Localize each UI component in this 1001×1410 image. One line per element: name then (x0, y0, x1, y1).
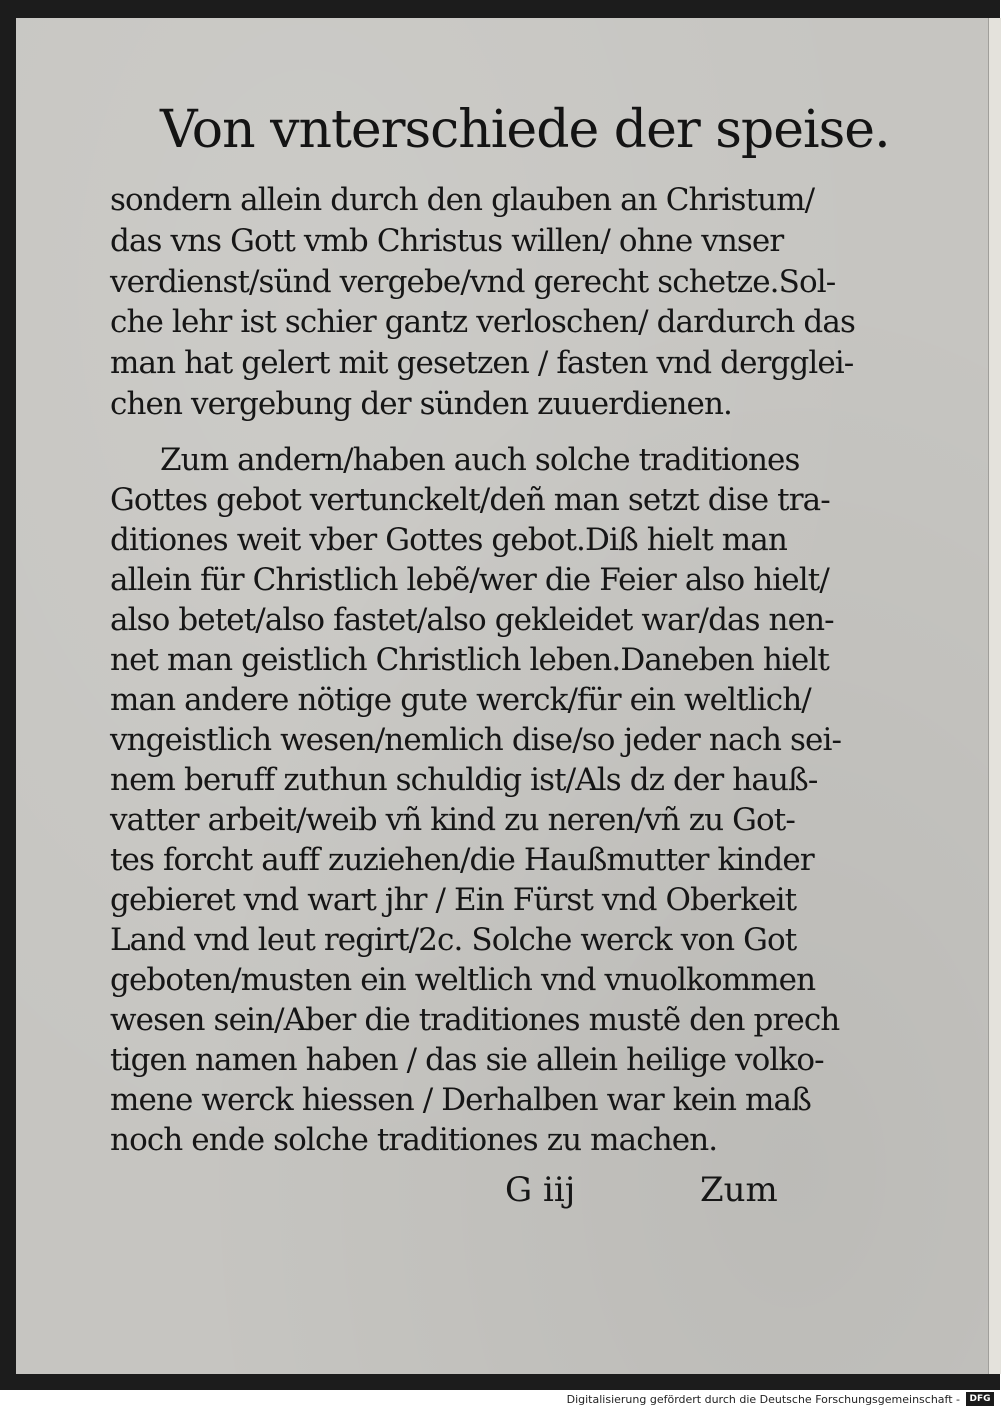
text-line-21: wesen sein/Aber die traditiones mustẽ den prech (110, 1002, 840, 1038)
text-line-1: sondern allein durch den glauben an Christum/ (110, 182, 815, 218)
text-line-15: nem beruff zuthun schuldig ist/Als dz der hauß- (110, 762, 818, 798)
dfg-logo: DFG (966, 1392, 994, 1406)
text-line-12: net man geistlich Christlich leben.Daneben hielt (110, 642, 829, 678)
text-line-8: Gottes gebot vertunckelt/deñ man setzt dise tra- (110, 482, 830, 518)
footer-credit-bar (0, 1390, 1000, 1410)
text-line-23: mene werck hiessen / Derhalben war kein maß (110, 1082, 811, 1118)
text-line-18: gebieret vnd wart jhr / Ein Fürst vnd Oberkeit (110, 882, 797, 918)
page-heading: Von vnterschiede der speise. (160, 100, 890, 160)
text-line-13: man andere nötige gute werck/für ein weltlich/ (110, 682, 811, 718)
text-line-24: noch ende solche traditiones zu machen. (110, 1122, 718, 1158)
text-line-16: vatter arbeit/weib vñ kind zu neren/vñ zu Got- (110, 802, 795, 838)
text-line-11: also betet/also fastet/also gekleidet war/das nen- (110, 602, 834, 638)
text-line-19: Land vnd leut regirt/2c. Solche werck von Got (110, 922, 797, 958)
text-line-2: das vns Gott vmb Christus willen/ ohne vnser (110, 223, 784, 259)
page-edge (988, 18, 1001, 1374)
text-line-14: vngeistlich wesen/nemlich dise/so jeder nach sei- (110, 722, 842, 758)
text-line-17: tes forcht auff zuziehen/die Haußmutter kinder (110, 842, 814, 878)
text-line-4: che lehr ist schier gantz verloschen/ dardurch das (110, 304, 855, 340)
text-line-6: chen vergebung der sünden zuuerdienen. (110, 386, 733, 422)
text-line-3: verdienst/sünd vergebe/vnd gerecht schetze.Sol- (110, 264, 836, 300)
text-line-9: ditiones weit vber Gottes gebot.Diß hielt man (110, 522, 787, 558)
signature-mark: G iij (505, 1170, 576, 1210)
text-line-10: allein für Christlich lebẽ/wer die Feier also hielt/ (110, 562, 829, 598)
text-line-7: Zum andern/haben auch solche traditiones (160, 442, 800, 478)
text-line-22: tigen namen haben / das sie allein heilige volko- (110, 1042, 824, 1078)
catchword: Zum (700, 1170, 778, 1210)
footer-credit-text: Digitalisierung gefördert durch die Deutsche Forschungsgemeinschaft - (566, 1393, 960, 1406)
text-line-5: man hat gelert mit gesetzen / fasten vnd dergglei- (110, 345, 854, 381)
text-line-20: geboten/musten ein weltlich vnd vnuolkommen (110, 962, 816, 998)
